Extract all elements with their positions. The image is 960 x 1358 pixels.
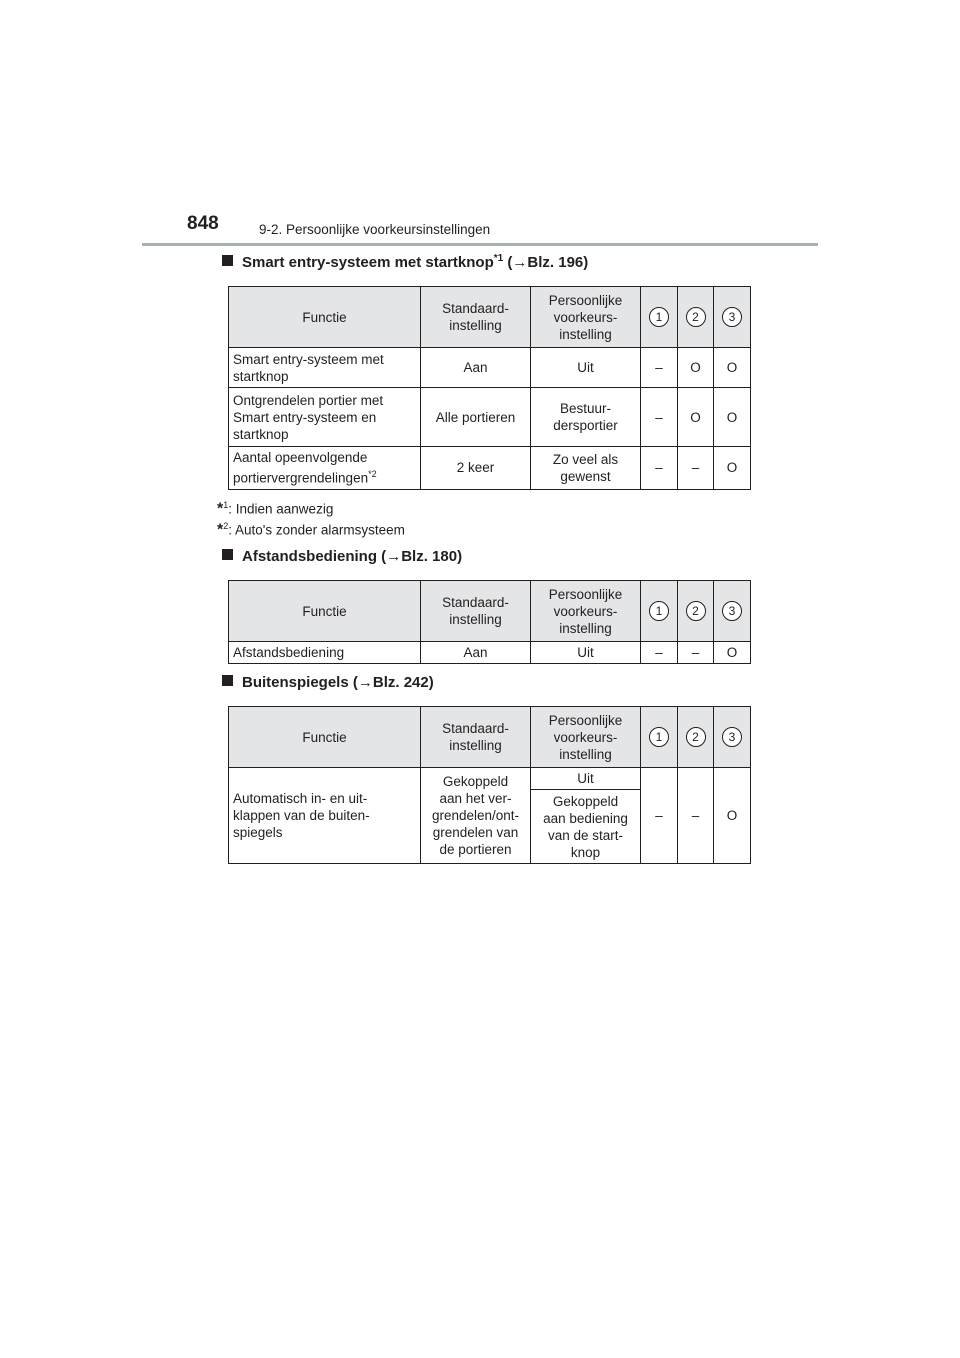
cell-1: – [641,768,678,864]
cell-persoonlijk: Zo veel als gewenst [531,447,641,490]
section-heading-smart-entry: Smart entry-systeem met startknop$^{*1}$ (→Blz. 196) [222,253,588,271]
square-bullet-icon [222,549,233,560]
cell-standaard: Gekoppeld aan het ver- grendelen/ont- grendelen van de portieren [421,768,531,864]
table-header-row [229,287,751,348]
column-header-standaard: Standaard- instelling [421,581,531,642]
column-header-functie: Functie [229,287,421,348]
footnote-text: : Indien aanwezig [228,501,334,517]
cell-2: O [678,388,714,447]
cell-functie-text: Aantal opeenvolgende portiervergrendelingen [233,450,369,486]
circled-number-1-icon: 1 [649,307,669,327]
cell-functie: Automatisch in- en uit- klappen van de buiten- spiegels [229,768,421,864]
cell-1: – [641,447,678,490]
cell-functie: Smart entry-systeem met startknop [229,348,421,388]
circled-number-1-icon: 1 [649,601,669,621]
page-reference: Blz. 180 [401,548,458,565]
section-heading-afstandsbediening: Afstandsbediening (→Blz. 180) [222,548,462,565]
settings-table-smart-entry [228,286,751,490]
table-header-row [229,581,751,642]
cell-functie: Afstandsbediening [229,642,421,664]
circled-number-2-icon: 2 [686,601,706,621]
footnote-1 [217,500,333,519]
cell-persoonlijk: Bestuur- dersportier [531,388,641,447]
circled-number-1-icon: 1 [649,727,669,747]
settings-table-afstandsbediening [228,580,751,664]
table-header-row [229,707,751,768]
column-header-persoonlijk: Persoonlijke voorkeurs- instelling [531,707,641,768]
table-row [229,447,751,490]
column-header-3 [714,287,751,348]
footnote-ref: *2 [368,469,377,479]
column-header-1 [641,287,678,348]
settings-table-buitenspiegels [228,706,751,864]
footnote-mark: * [217,521,224,539]
square-bullet-icon [222,255,233,266]
cell-3: O [714,768,751,864]
cell-persoonlijk: Uit [531,348,641,388]
cell-standaard: Aan [421,348,531,388]
cell-3: O [714,642,751,664]
circled-number-3-icon: 3 [722,307,742,327]
cell-1: – [641,348,678,388]
column-header-2 [678,287,714,348]
column-header-persoonlijk: Persoonlijke voorkeurs- instelling [531,581,641,642]
page-reference: Blz. 242 [372,674,429,691]
footnote-text: : Auto's zonder alarmsysteem [228,522,405,538]
cell-persoonlijk: Uit [531,768,641,790]
page-number: 848 [187,213,219,234]
cell-2: – [678,447,714,490]
arrow-icon: → [512,254,528,271]
column-header-functie: Functie [229,581,421,642]
cell-functie [229,447,421,490]
cell-standaard: Alle portieren [421,388,531,447]
column-header-persoonlijk: Persoonlijke voorkeurs- instelling [531,287,641,348]
footnote-number: 2 [223,521,229,531]
arrow-icon: → [357,674,373,691]
section-title: Buitenspiegels [242,674,349,691]
cell-standaard: Aan [421,642,531,664]
cell-2: – [678,768,714,864]
column-header-functie: Functie [229,707,421,768]
page-reference: Blz. 196 [527,254,584,271]
cell-standaard: 2 keer [421,447,531,490]
section-title: Afstandsbediening [242,548,378,565]
square-bullet-icon [222,675,233,686]
cell-3: O [714,348,751,388]
cell-2: – [678,642,714,664]
cell-persoonlijk: Gekoppeld aan bediening van de start- knop [531,790,641,864]
circled-number-3-icon: 3 [722,601,742,621]
chapter-title: 9-2. Persoonlijke voorkeursinstellingen [259,222,491,237]
circled-number-3-icon: 3 [722,727,742,747]
circled-number-2-icon: 2 [686,307,706,327]
footnote-number: 1 [223,500,229,510]
column-header-3 [714,707,751,768]
column-header-2 [678,581,714,642]
cell-1: – [641,388,678,447]
footnote-2 [217,521,405,540]
cell-3: O [714,447,751,490]
section-heading-buitenspiegels: Buitenspiegels (→Blz. 242) [222,674,434,691]
table-row [229,348,751,388]
cell-2: O [678,348,714,388]
cell-functie: Ontgrendelen portier met Smart entry-systeem en startknop [229,388,421,447]
column-header-1 [641,581,678,642]
section-title: Smart entry-systeem met startknop [242,254,494,271]
cell-1: – [641,642,678,664]
column-header-standaard: Standaard- instelling [421,287,531,348]
footnote-ref: *1 [493,253,504,264]
cell-3: O [714,388,751,447]
circled-number-2-icon: 2 [686,727,706,747]
column-header-1 [641,707,678,768]
header-rule [142,243,818,246]
arrow-icon: → [386,548,402,565]
cell-persoonlijk: Uit [531,642,641,664]
column-header-3 [714,581,751,642]
column-header-2 [678,707,714,768]
table-row [229,642,751,664]
table-row [229,388,751,447]
column-header-standaard: Standaard- instelling [421,707,531,768]
table-row [229,768,751,790]
footnote-mark: * [217,500,224,518]
